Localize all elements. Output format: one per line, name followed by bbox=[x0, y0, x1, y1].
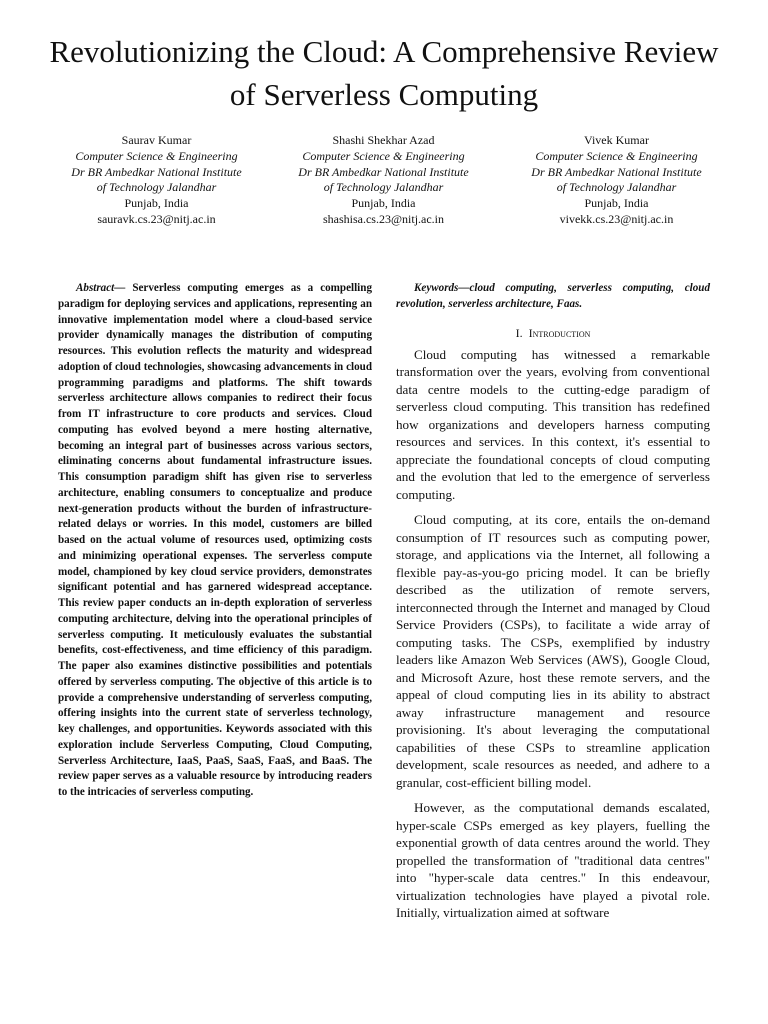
author-3 bbox=[500, 133, 733, 228]
author-location: Punjab, India bbox=[351, 196, 416, 211]
author-institute-line1: Dr BR Ambedkar National Institute bbox=[298, 164, 469, 179]
author-institute-line2: of Technology Jalandhar bbox=[323, 180, 444, 195]
author-name: Saurav Kumar bbox=[121, 133, 192, 147]
author-location: Punjab, India bbox=[124, 196, 189, 211]
author-department: Computer Science & Engineering bbox=[75, 148, 238, 163]
keywords-label: Keywords— bbox=[414, 282, 470, 294]
author-1 bbox=[40, 133, 273, 228]
paper-title: Revolutionizing the Cloud: A Comprehensive Review of Serverless Computing bbox=[49, 34, 719, 112]
section-number: I. bbox=[515, 325, 523, 340]
author-institute-line1: Dr BR Ambedkar National Institute bbox=[71, 164, 242, 179]
author-email: sauravk.cs.23@nitj.ac.in bbox=[97, 211, 216, 226]
intro-paragraph-1: Cloud computing has witnessed a remarkable transformation over the years, evolving from conventional data centre models to the cutting-edge paradigm of serverless cloud computing. This transition has redefined how organizations and developers harness computing resources and services. In this context, it's essential to appreciate the foundational concepts of cloud computing and the evolution that led to the emergence of serverless computing. bbox=[396, 346, 710, 502]
author-department: Computer Science & Engineering bbox=[302, 148, 465, 163]
author-name: Shashi Shekhar Azad bbox=[332, 133, 435, 147]
author-email: vivekk.cs.23@nitj.ac.in bbox=[559, 211, 674, 226]
author-location: Punjab, India bbox=[584, 196, 649, 211]
keywords-text: cloud computing, serverless computing, cloud revolution, serverless architecture, Faas. bbox=[396, 282, 710, 310]
author-email: shashisa.cs.23@nitj.ac.in bbox=[322, 211, 445, 226]
keywords bbox=[396, 281, 710, 313]
left-column bbox=[58, 281, 372, 801]
abstract bbox=[58, 281, 372, 801]
author-name: Vivek Kumar bbox=[584, 133, 649, 147]
author-institute-line2: of Technology Jalandhar bbox=[556, 180, 677, 195]
intro-paragraph-2: Cloud computing, at its core, entails the on-demand consumption of IT resources such as computing power, storage, and applications via the Internet, all following a flexible pay-as-you-go pricing model. It can be briefly described as the utilization of remote servers, interconnected through the Internet and managed by Cloud Service Providers (CSPs), to facilitate a wide array of computing tasks. The CSPs, exemplified by industry leaders like Amazon Web Services (AWS), Google Cloud, and Microsoft Azure, host these remote servers, and the appeal of cloud computing lies in its ability to abstract away infrastructure management and resource provisioning. It's about leveraging the computational capabilities of these CSPs to streamline application development, scale resources as needed, and adhere to a granular, cost-efficient billing model. bbox=[396, 512, 710, 790]
section-title: Introduction bbox=[528, 325, 591, 340]
abstract-label: Abstract— bbox=[76, 282, 126, 294]
section-heading-introduction bbox=[396, 325, 710, 341]
abstract-text: Serverless computing emerges as a compelling paradigm for deploying services and applications, representing an innovative implementation model where a cloud-based service provider dynamically manages the distribution of computing resources. This evolution reflects the maturity and widespread adoption of cloud technologies, showcasing advancements in cloud programming paradigms and platforms. The shift towards serverless architecture allows companies to redirect their focus from IT infrastructure to core products and services. Cloud computing has evolved beyond a mere hosting alternative, becoming an integral part of businesses across various sectors, eliminating concerns about fundamental infrastructure issues. This consumption paradigm shift has given rise to serverless architecture, enabling consumers to conceptualize and produce next-generation products without the burden of infrastructure-related delays or worries. In this model, customers are billed based on the actual volume of resources used, optimizing costs and minimizing operational expenses. The serverless compute model, championed by key cloud service providers, demonstrates significant potential and has garnered widespread acceptance. This review paper conducts an in-depth exploration of serverless computing architecture, delving into the operational principles of serverless computing. It meticulously evaluates the substantial benefits, cost-effectiveness, and time efficiency of this paradigm. The paper also examines distinctive possibilities and potentials offered by serverless computing. The objective of this article is to provide a comprehensive understanding of serverless computing, offering insights into the current state of serverless technology, key challenges, and opportunities. Keywords associated with this exploration include Serverless Computing, Cloud Computing, Serverless Architecture, IaaS, PaaS, SaaS, FaaS, and BaaS. The review paper serves as a valuable resource by introducing readers to the intricacies of serverless computing. bbox=[58, 282, 372, 798]
right-column bbox=[396, 281, 710, 930]
intro-paragraph-3: However, as the computational demands escalated, hyper-scale CSPs emerged as key players, fuelling the exponential growth of data centres around the world. They propelled the transformation of "traditional data centres" into "hyper-scale data centres." In this endeavour, virtualization technologies have played a pivotal role. Initially, virtualization aimed at software bbox=[396, 800, 710, 920]
author-department: Computer Science & Engineering bbox=[535, 148, 698, 163]
author-institute-line1: Dr BR Ambedkar National Institute bbox=[531, 164, 702, 179]
author-2 bbox=[267, 133, 500, 228]
author-institute-line2: of Technology Jalandhar bbox=[96, 180, 217, 195]
